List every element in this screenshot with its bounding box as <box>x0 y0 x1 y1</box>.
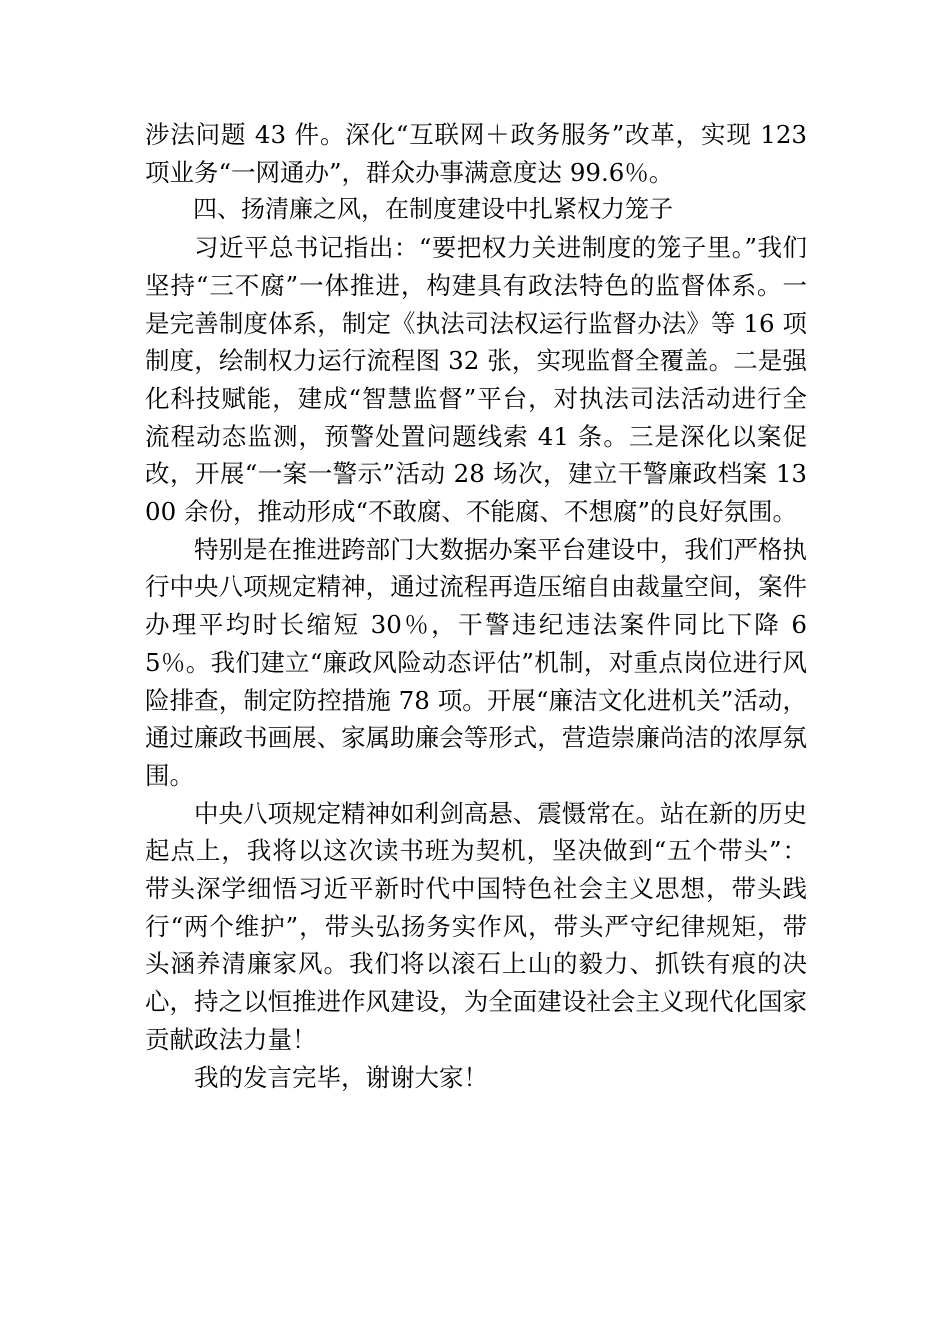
paragraph-continuation: 涉法问题 43 件。深化“互联网＋政务服务”改革，实现 123 项业务“一网通办”，群众办事满意度达 99.6％。 <box>145 120 807 187</box>
paragraph-five-leads: 中央八项规定精神如利剑高悬、震慑常在。站在新的历史起点上，我将以这次读书班为契机，坚决做到“五个带头”：带头深学细悟习近平新时代中国特色社会主义思想，带头践行“两个维护”，带头弘扬务实作风，带头严守纪律规矩，带头涵养清廉家风。我们将以滚石上山的毅力、抓铁有痕的决心，持之以恒推进作风建设，为全面建设社会主义现代化国家贡献政法力量！ <box>145 798 807 1054</box>
document-body <box>145 116 807 1096</box>
section-heading: 四、扬清廉之风，在制度建设中扎紧权力笼子 <box>193 195 673 224</box>
paragraph-big-data-platform: 特别是在推进跨部门大数据办案平台建设中，我们严格执行中央八项规定精神，通过流程再造压缩自由裁量空间，案件办理平均时长缩短 30％，干警违纪违法案件同比下降 65％。我们建立“廉政风险动态评估”机制，对重点岗位进行风险排查，制定防控措施 78 项。开展“廉洁文化进机关”活动，通过廉政书画展、家属助廉会等形式，营造崇廉尚洁的浓厚氛围。 <box>145 534 807 790</box>
paragraph-closing: 我的发言完毕，谢谢大家！ <box>194 1062 488 1092</box>
paragraph-supervision: 习近平总书记指出：“要把权力关进制度的笼子里。”我们坚持“三不腐”一体推进，构建具有政法特色的监督体系。一是完善制度体系，制定《执法司法权运行监督办法》等 16 项制度，绘制权力运行流程图 32 张，实现监督全覆盖。二是强化科技赋能，建成“智慧监督”平台，对执法司法活动进行全流程动态监测，预警处置问题线索 41 条。三是深化以案促改，开展“一案一警示”活动 28 场次，建立干警廉政档案 1300 余份，推动形成“不敢腐、不能腐、不想腐”的良好氛围。 <box>145 233 807 527</box>
